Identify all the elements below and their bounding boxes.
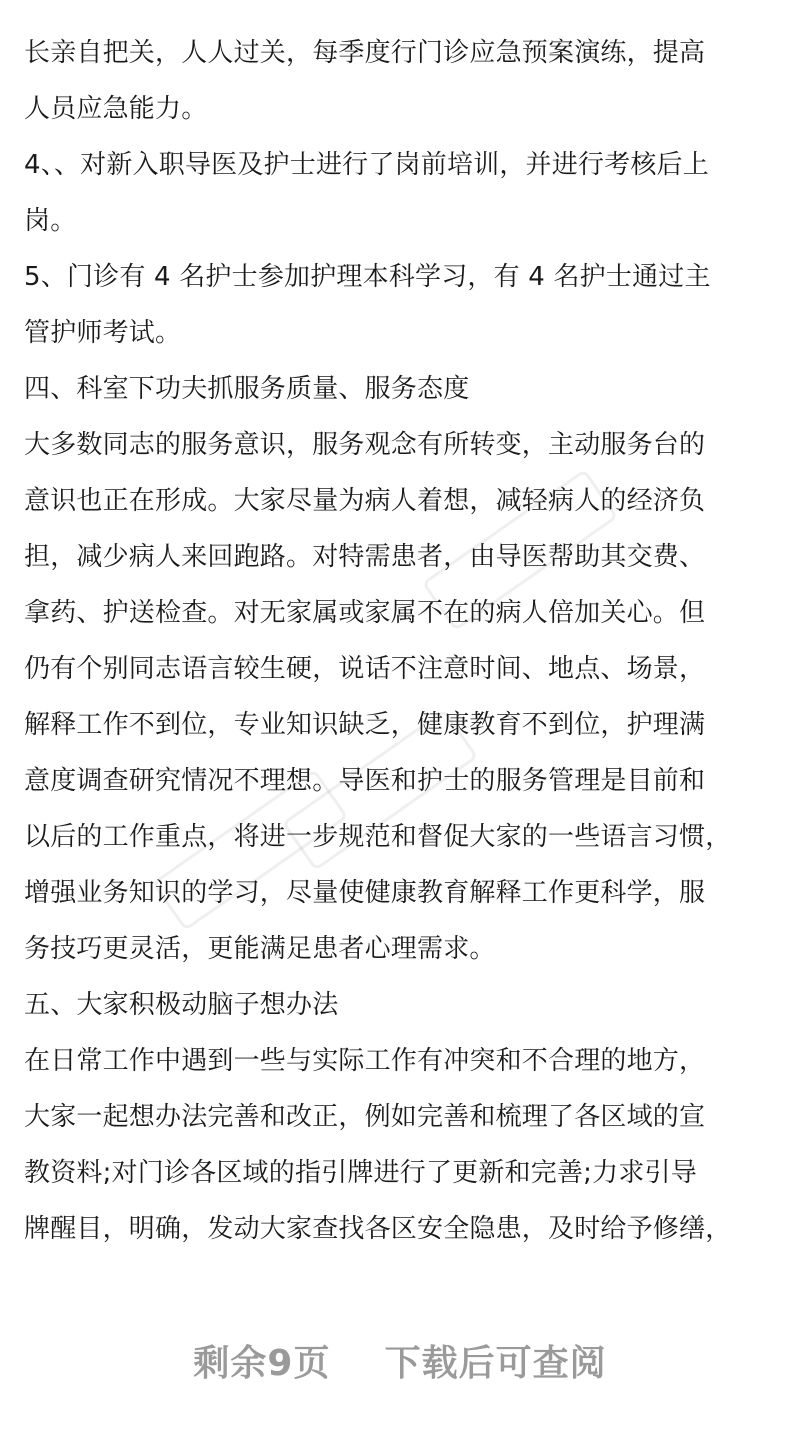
text-line: 人员应急能力。	[24, 94, 208, 124]
text-line: 担，减少病人来回跑路。对特需患者，由导医帮助其交费、	[24, 542, 706, 572]
text-line: 牌醒目，明确，发动大家查找各区安全隐患，及时给予修缮，	[24, 1214, 732, 1244]
text-line: 管护师考试。	[24, 318, 182, 348]
text-line: 长亲自把关，人人过关，每季度行门诊应急预案演练，提高	[24, 38, 706, 68]
text-line: 仍有个别同志语言较生硬，说话不注意时间、地点、场景，	[24, 654, 706, 684]
section-heading: 四、科室下功夫抓服务质量、服务态度	[24, 374, 470, 404]
text-line: 以后的工作重点，将进一步规范和督促大家的一些语言习惯，	[24, 822, 732, 852]
text-line: 增强业务知识的学习，尽量使健康教育解释工作更科学，服	[24, 878, 706, 908]
section-heading: 五、大家积极动脑子想办法	[24, 990, 339, 1020]
text-line: 意度调查研究情况不理想。导医和护士的服务管理是目前和	[24, 766, 706, 796]
text-line: 拿药、护送检查。对无家属或家属不在的病人倍加关心。但	[24, 598, 706, 628]
text-line: 5、门诊有 4 名护士参加护理本科学习，有 4 名护士通过主	[24, 262, 711, 292]
text-line: 在日常工作中遇到一些与实际工作有冲突和不合理的地方，	[24, 1046, 706, 1076]
text-line: 大多数同志的服务意识，服务观念有所转变，主动服务台的	[24, 430, 706, 460]
text-line: 解释工作不到位，专业知识缺乏，健康教育不到位，护理满	[24, 710, 706, 740]
text-line: 岗。	[24, 206, 77, 236]
text-line: 教资料;对门诊各区域的指引牌进行了更新和完善;力求引导	[24, 1158, 697, 1188]
document-body	[24, 28, 780, 1260]
text-line: 意识也正在形成。大家尽量为病人着想，减轻病人的经济负	[24, 486, 706, 516]
text-line: 大家一起想办法完善和改正，例如完善和梳理了各区域的宣	[24, 1102, 706, 1132]
text-line: 务技巧更灵活，更能满足患者心理需求。	[24, 934, 496, 964]
download-prompt[interactable]: 剩余9页 下载后可查阅	[193, 1343, 607, 1384]
text-line: 4、、对新入职导医及护士进行了岗前培训，并进行考核后上	[24, 150, 709, 180]
